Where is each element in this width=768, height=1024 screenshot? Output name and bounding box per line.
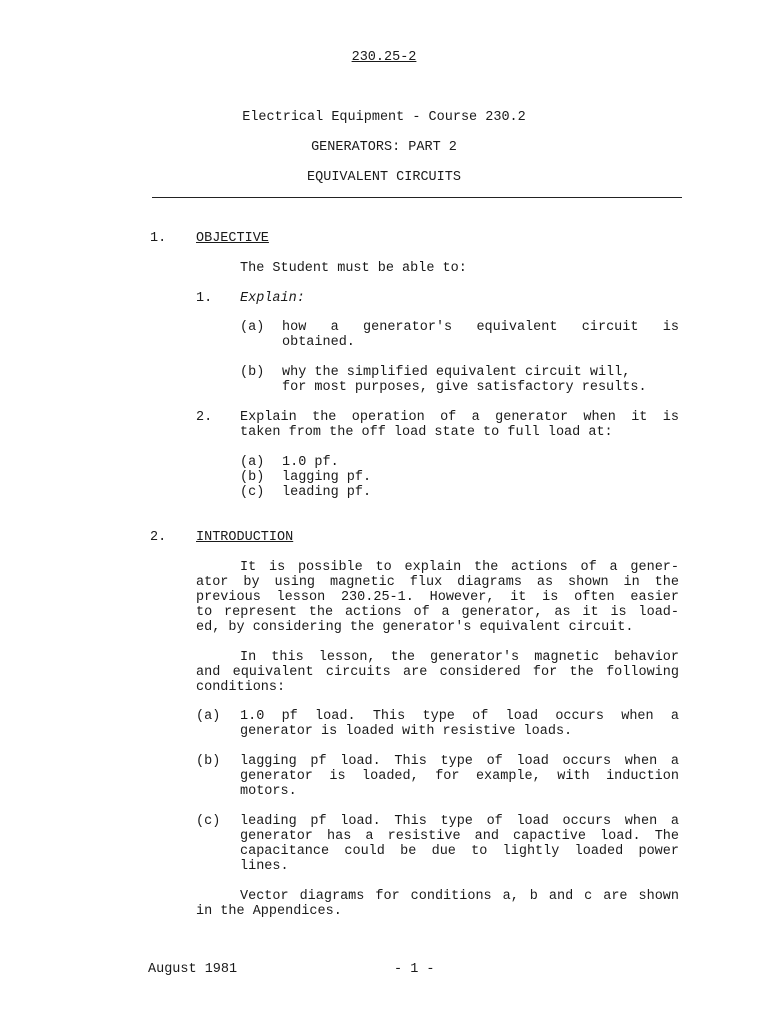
paragraph-line: previous lesson 230.25-1. However, it is often easier <box>196 590 679 605</box>
objective-item-text: taken from the off load state to full load at: <box>240 425 613 440</box>
list-label: (a) <box>240 455 265 470</box>
page-number: - 1 - <box>394 962 435 977</box>
list-item-text: leading pf load. This type of load occurs when a <box>240 814 679 829</box>
list-label: (c) <box>196 814 221 829</box>
paragraph-line: conditions: <box>196 680 286 695</box>
objective-item-label: Explain: <box>240 291 305 306</box>
list-label: (c) <box>240 485 265 500</box>
subject-title: GENERATORS: PART 2 <box>311 140 457 155</box>
header-divider <box>152 197 682 198</box>
document-number: 230.25-2 <box>351 50 417 65</box>
list-item-text: lagging pf. <box>282 470 372 485</box>
section-number-introduction: 2. <box>150 530 167 545</box>
list-item-text: obtained. <box>282 335 355 350</box>
list-item-text: why the simplified equivalent circuit will, <box>282 365 631 380</box>
list-label: (a) <box>240 320 265 335</box>
list-item-text: 1.0 pf load. This type of load occurs when a <box>240 709 679 724</box>
list-label: (b) <box>240 365 265 380</box>
list-label: (b) <box>196 754 221 769</box>
list-item-text: generator is loaded with resistive loads. <box>240 724 573 739</box>
objective-intro: The Student must be able to: <box>240 261 467 276</box>
paragraph-line: ed, by considering the generator's equivalent circuit. <box>196 620 634 635</box>
list-item-text: motors. <box>240 784 297 799</box>
list-item-text: leading pf. <box>282 485 372 500</box>
paragraph-line: It is possible to explain the actions of a gener- <box>240 560 679 575</box>
list-item-text: 1.0 pf. <box>282 455 339 470</box>
section-heading-objective: OBJECTIVE <box>196 231 269 246</box>
list-item-text: for most purposes, give satisfactory results. <box>282 380 647 395</box>
objective-item-text: Explain the operation of a generator when it is <box>240 410 679 425</box>
list-label: (b) <box>240 470 265 485</box>
objective-item-number: 1. <box>196 291 213 306</box>
list-item-text: generator is loaded, for example, with induction <box>240 769 679 784</box>
paragraph-line: Vector diagrams for conditions a, b and c are shown <box>240 889 679 904</box>
paragraph-line: in the Appendices. <box>196 904 342 919</box>
paragraph-line: to represent the actions of a generator, as it is load- <box>196 605 679 620</box>
list-item-text: capacitance could be due to lightly loaded power <box>240 844 679 859</box>
section-number-objective: 1. <box>150 231 167 246</box>
list-item-text: lines. <box>240 859 289 874</box>
section-heading-introduction: INTRODUCTION <box>196 530 294 545</box>
paragraph-line: and equivalent circuits are considered for the following <box>196 665 679 680</box>
list-label: (a) <box>196 709 221 724</box>
footer-date: August 1981 <box>148 962 238 977</box>
paragraph-line: ator by using magnetic flux diagrams as shown in the <box>196 575 679 590</box>
list-item-text: lagging pf load. This type of load occurs when a <box>240 754 679 769</box>
topic-title: EQUIVALENT CIRCUITS <box>307 170 461 185</box>
paragraph-line: In this lesson, the generator's magnetic behavior <box>240 650 679 665</box>
list-item-text: how a generator's equivalent circuit is <box>282 320 679 335</box>
objective-item-number: 2. <box>196 410 213 425</box>
list-item-text: generator has a resistive and capactive load. The <box>240 829 679 844</box>
course-title: Electrical Equipment - Course 230.2 <box>242 110 526 125</box>
